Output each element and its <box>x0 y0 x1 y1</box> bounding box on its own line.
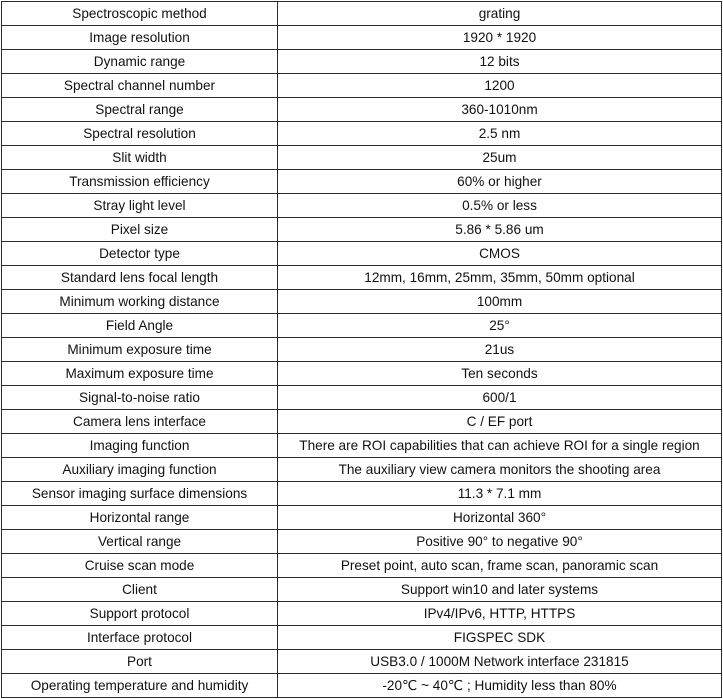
table-row <box>2 386 722 410</box>
value-cell: Horizontal 360° <box>278 506 722 530</box>
parameter-cell: Port <box>2 650 278 674</box>
value-cell: 0.5% or less <box>278 194 722 218</box>
value-cell: 60% or higher <box>278 170 722 194</box>
table-row <box>2 290 722 314</box>
specification-table-body <box>2 2 722 698</box>
table-row <box>2 314 722 338</box>
value-cell: Positive 90° to negative 90° <box>278 530 722 554</box>
parameter-cell: Spectroscopic method <box>2 2 278 26</box>
value-cell: FIGSPEC SDK <box>278 626 722 650</box>
table-row <box>2 122 722 146</box>
value-cell: 360-1010nm <box>278 98 722 122</box>
table-row <box>2 74 722 98</box>
parameter-cell: Sensor imaging surface dimensions <box>2 482 278 506</box>
table-row <box>2 50 722 74</box>
table-row <box>2 650 722 674</box>
value-cell: There are ROI capabilities that can achieve ROI for a single region <box>278 434 722 458</box>
value-cell: C / EF port <box>278 410 722 434</box>
parameter-cell: Imaging function <box>2 434 278 458</box>
parameter-cell: Support protocol <box>2 602 278 626</box>
value-cell: 25° <box>278 314 722 338</box>
table-row <box>2 626 722 650</box>
table-row <box>2 530 722 554</box>
parameter-cell: Slit width <box>2 146 278 170</box>
value-cell: Ten seconds <box>278 362 722 386</box>
parameter-cell: Camera lens interface <box>2 410 278 434</box>
value-cell: 12mm, 16mm, 25mm, 35mm, 50mm optional <box>278 266 722 290</box>
parameter-cell: Signal-to-noise ratio <box>2 386 278 410</box>
parameter-cell: Operating temperature and humidity <box>2 674 278 698</box>
specification-table <box>1 1 722 698</box>
value-cell: 1200 <box>278 74 722 98</box>
value-cell: 5.86 * 5.86 um <box>278 218 722 242</box>
table-row <box>2 194 722 218</box>
parameter-cell: Minimum working distance <box>2 290 278 314</box>
table-row <box>2 362 722 386</box>
table-row <box>2 434 722 458</box>
parameter-cell: Spectral range <box>2 98 278 122</box>
value-cell: 100mm <box>278 290 722 314</box>
parameter-cell: Vertical range <box>2 530 278 554</box>
table-row <box>2 242 722 266</box>
value-cell: Preset point, auto scan, frame scan, panoramic scan <box>278 554 722 578</box>
value-cell: 11.3 * 7.1 mm <box>278 482 722 506</box>
table-row <box>2 458 722 482</box>
parameter-cell: Detector type <box>2 242 278 266</box>
parameter-cell: Stray light level <box>2 194 278 218</box>
table-row <box>2 674 722 698</box>
table-row <box>2 170 722 194</box>
value-cell: Support win10 and later systems <box>278 578 722 602</box>
parameter-cell: Image resolution <box>2 26 278 50</box>
table-row <box>2 146 722 170</box>
parameter-cell: Transmission efficiency <box>2 170 278 194</box>
table-row <box>2 338 722 362</box>
table-row <box>2 98 722 122</box>
value-cell: USB3.0 / 1000M Network interface 231815 <box>278 650 722 674</box>
value-cell: 21us <box>278 338 722 362</box>
table-row <box>2 578 722 602</box>
table-row <box>2 506 722 530</box>
table-row <box>2 554 722 578</box>
value-cell: The auxiliary view camera monitors the shooting area <box>278 458 722 482</box>
value-cell: -20℃ ~ 40℃ ; Humidity less than 80% <box>278 674 722 698</box>
table-row <box>2 410 722 434</box>
parameter-cell: Maximum exposure time <box>2 362 278 386</box>
value-cell: CMOS <box>278 242 722 266</box>
table-row <box>2 602 722 626</box>
value-cell: 25um <box>278 146 722 170</box>
value-cell: 1920 * 1920 <box>278 26 722 50</box>
value-cell: 2.5 nm <box>278 122 722 146</box>
parameter-cell: Client <box>2 578 278 602</box>
table-row <box>2 482 722 506</box>
parameter-cell: Standard lens focal length <box>2 266 278 290</box>
table-row <box>2 2 722 26</box>
value-cell: grating <box>278 2 722 26</box>
value-cell: 600/1 <box>278 386 722 410</box>
parameter-cell: Horizontal range <box>2 506 278 530</box>
table-row <box>2 26 722 50</box>
value-cell: IPv4/IPv6, HTTP, HTTPS <box>278 602 722 626</box>
parameter-cell: Spectral channel number <box>2 74 278 98</box>
parameter-cell: Minimum exposure time <box>2 338 278 362</box>
parameter-cell: Spectral resolution <box>2 122 278 146</box>
parameter-cell: Interface protocol <box>2 626 278 650</box>
table-row <box>2 266 722 290</box>
value-cell: 12 bits <box>278 50 722 74</box>
parameter-cell: Cruise scan mode <box>2 554 278 578</box>
parameter-cell: Pixel size <box>2 218 278 242</box>
parameter-cell: Dynamic range <box>2 50 278 74</box>
parameter-cell: Auxiliary imaging function <box>2 458 278 482</box>
table-row <box>2 218 722 242</box>
parameter-cell: Field Angle <box>2 314 278 338</box>
